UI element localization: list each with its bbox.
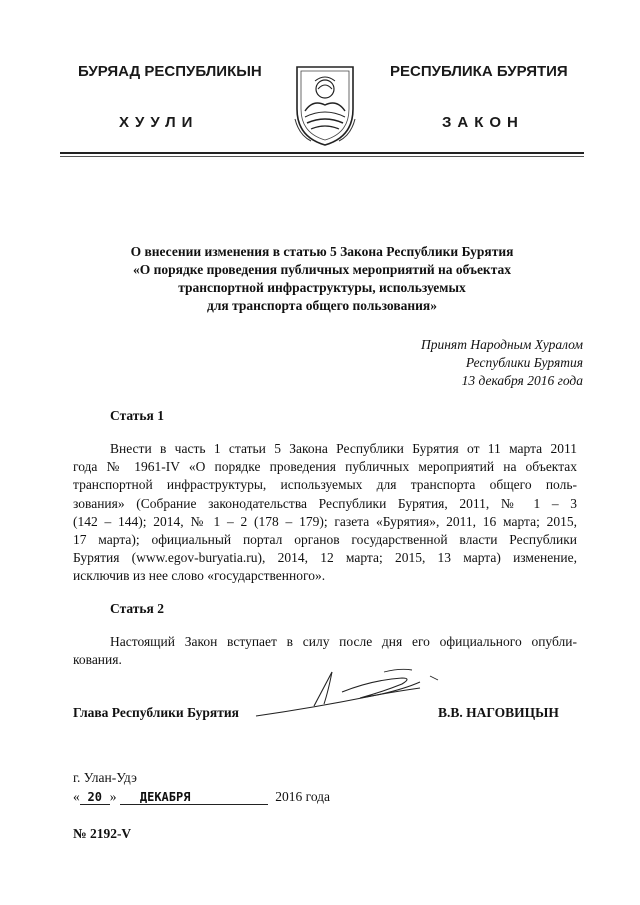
article-2-line: кования. xyxy=(73,652,122,668)
header-left-bottom: ХУУЛИ xyxy=(119,114,199,131)
date-month: ДЕКАБРЯ xyxy=(120,790,268,805)
date-open-quote: « xyxy=(73,789,80,804)
article-1-line: Внести в часть 1 статьи 5 Закона Республики Бурятия от 11 марта 2011 xyxy=(110,441,577,456)
law-title-line: транспортной инфраструктуры, используемых xyxy=(178,280,466,295)
adoption-line: Принят Народным Хуралом xyxy=(420,337,583,352)
adoption-line: Республики Бурятия xyxy=(465,355,583,370)
date-day: 20 xyxy=(80,790,110,805)
header-divider-thin xyxy=(60,156,584,157)
date-close-quote: » xyxy=(109,789,117,804)
header-divider-thick xyxy=(60,152,584,154)
adoption-note xyxy=(421,336,583,390)
law-title-line: О внесении изменения в статью 5 Закона Республики Бурятия xyxy=(130,244,514,259)
law-title xyxy=(60,243,584,315)
coat-of-arms-emblem xyxy=(291,59,359,149)
signatory-name: В.В. НАГОВИЦЫН xyxy=(438,705,559,720)
law-title-line: «О порядке проведения публичных мероприятий на объектах xyxy=(132,262,512,277)
article-1-line: (142 – 144); 2014, № 1 – 2 (178 – 179); газета «Бурятия», 2011, 16 марта; 2015, xyxy=(73,513,577,529)
place-of-signing: г. Улан-Удэ xyxy=(73,770,137,785)
adoption-line: 13 декабря 2016 года xyxy=(461,373,583,388)
article-1-line: года № 1961-IV «О порядке проведения публичных мероприятий на объектах xyxy=(73,459,577,475)
law-title-line: для транспорта общего пользования» xyxy=(207,298,437,313)
date-year: 2016 года xyxy=(275,789,331,804)
article-1-line: зования» (Собрание законодательства Республики Бурятия, 2011, № 1 – 3 xyxy=(73,495,577,511)
article-1-heading: Статья 1 xyxy=(110,408,164,423)
header-left-top: БУРЯАД РЕСПУБЛИКЫН xyxy=(78,63,262,80)
handwritten-signature xyxy=(252,662,452,720)
header-right-bottom: ЗАКОН xyxy=(442,114,524,131)
article-1-line: 17 марта); официальный портал органов государственной власти Республики xyxy=(73,532,577,548)
article-1-line: исключив из нее слово «государственного». xyxy=(73,568,326,584)
law-number: № 2192-V xyxy=(73,826,132,841)
article-2-heading: Статья 2 xyxy=(110,601,164,616)
article-1-line: Бурятия (www.egov-buryatia.ru), 2014, 12 марта; 2015, 13 марта) изменение, xyxy=(73,550,577,566)
article-1-body xyxy=(73,440,577,586)
signing-date xyxy=(73,789,330,809)
article-2-line: Настоящий Закон вступает в силу после дня его официального опубли- xyxy=(110,634,577,649)
header-right-top: РЕСПУБЛИКА БУРЯТИЯ xyxy=(390,63,568,80)
article-1-line: транспортной инфраструктуры, используемых для транспорта общего поль- xyxy=(73,477,577,493)
signatory-title: Глава Республики Бурятия xyxy=(73,705,239,720)
